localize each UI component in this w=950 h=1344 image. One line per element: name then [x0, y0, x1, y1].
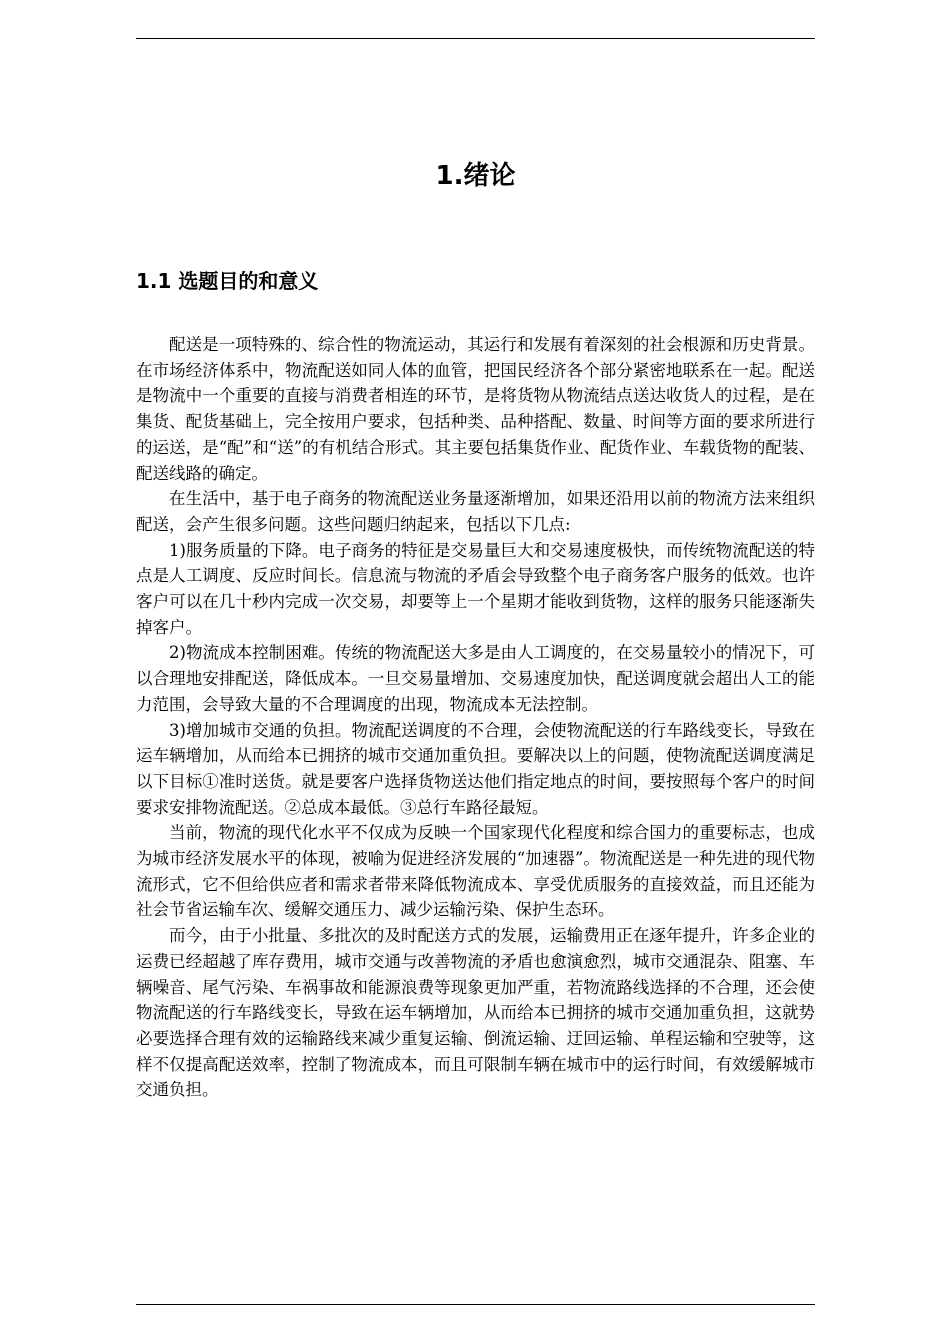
body-text	[136, 332, 815, 1103]
header-rule	[136, 38, 815, 39]
paragraph: 配送是一项特殊的、综合性的物流运动，其运行和发展有着深刻的社会根源和历史背景。在市场经济体系中，物流配送如同人体的血管，把国民经济各个部分紧密地联系在一起。配送是物流中一个重要的直接与消费者相连的环节，是将货物从物流结点送达收货人的过程，是在集货、配货基础上，完全按用户要求，包括种类、品种搭配、数量、时间等方面的要求所进行的运送，是“配”和“送”的有机结合形式。其主要包括集货作业、配货作业、车载货物的配装、配送线路的确定。	[136, 335, 815, 483]
paragraph: 在生活中，基于电子商务的物流配送业务量逐渐增加，如果还沿用以前的物流方法来组织配送，会产生很多问题。这些问题归纳起来，包括以下几点:	[136, 489, 815, 534]
footer-rule	[136, 1304, 815, 1305]
paragraph: 1)服务质量的下降。电子商务的特征是交易量巨大和交易速度极快，而传统物流配送的特点是人工调度、反应时间长。信息流与物流的矛盾会导致整个电子商务客户服务的低效。也许客户可以在几十秒内完成一次交易，却要等上一个星期才能收到货物，这样的服务只能逐渐失掉客户。	[136, 540, 815, 637]
paragraph: 2)物流成本控制困难。传统的物流配送大多是由人工调度的，在交易量较小的情况下，可以合理地安排配送，降低成本。一旦交易量增加、交易速度加快，配送调度就会超出人工的能力范围，会导致大量的不合理调度的出现，物流成本无法控制。	[136, 643, 815, 714]
paragraph: 3)增加城市交通的负担。物流配送调度的不合理，会使物流配送的行车路线变长，导致在运车辆增加，从而给本已拥挤的城市交通加重负担。要解决以上的问题，使物流配送调度满足以下目标①准时送货。就是要客户选择货物送达他们指定地点的时间，要按照每个客户的时间要求安排物流配送。②总成本最低。③总行车路径最短。	[136, 720, 815, 817]
paragraph: 当前，物流的现代化水平不仅成为反映一个国家现代化程度和综合国力的重要标志，也成为城市经济发展水平的体现，被喻为促进经济发展的“加速器”。物流配送是一种先进的现代物流形式，它不但给供应者和需求者带来降低物流成本、享受优质服务的直接效益，而且还能为社会节省运输车次、缓解交通压力、减少运输污染、保护生态环。	[136, 823, 815, 920]
chapter-title: 1.绪论	[435, 161, 516, 191]
paragraph: 而今，由于小批量、多批次的及时配送方式的发展，运输费用正在逐年提升，许多企业的运费已经超越了库存费用，城市交通与改善物流的矛盾也愈演愈烈，城市交通混杂、阻塞、车辆噪音、尾气污染、车祸事故和能源浪费等现象更加严重，若物流路线选择的不合理，还会使物流配送的行车路线变长，导致在运车辆增加，从而给本已拥挤的城市交通加重负担，这就势必要选择合理有效的运输路线来减少重复运输、倒流运输、迂回运输、单程运输和空驶等，这样不仅提高配送效率，控制了物流成本，而且可限制车辆在城市中的运行时间，有效缓解城市交通负担。	[136, 926, 815, 1100]
section-title: 1.1 选题目的和意义	[136, 269, 319, 293]
